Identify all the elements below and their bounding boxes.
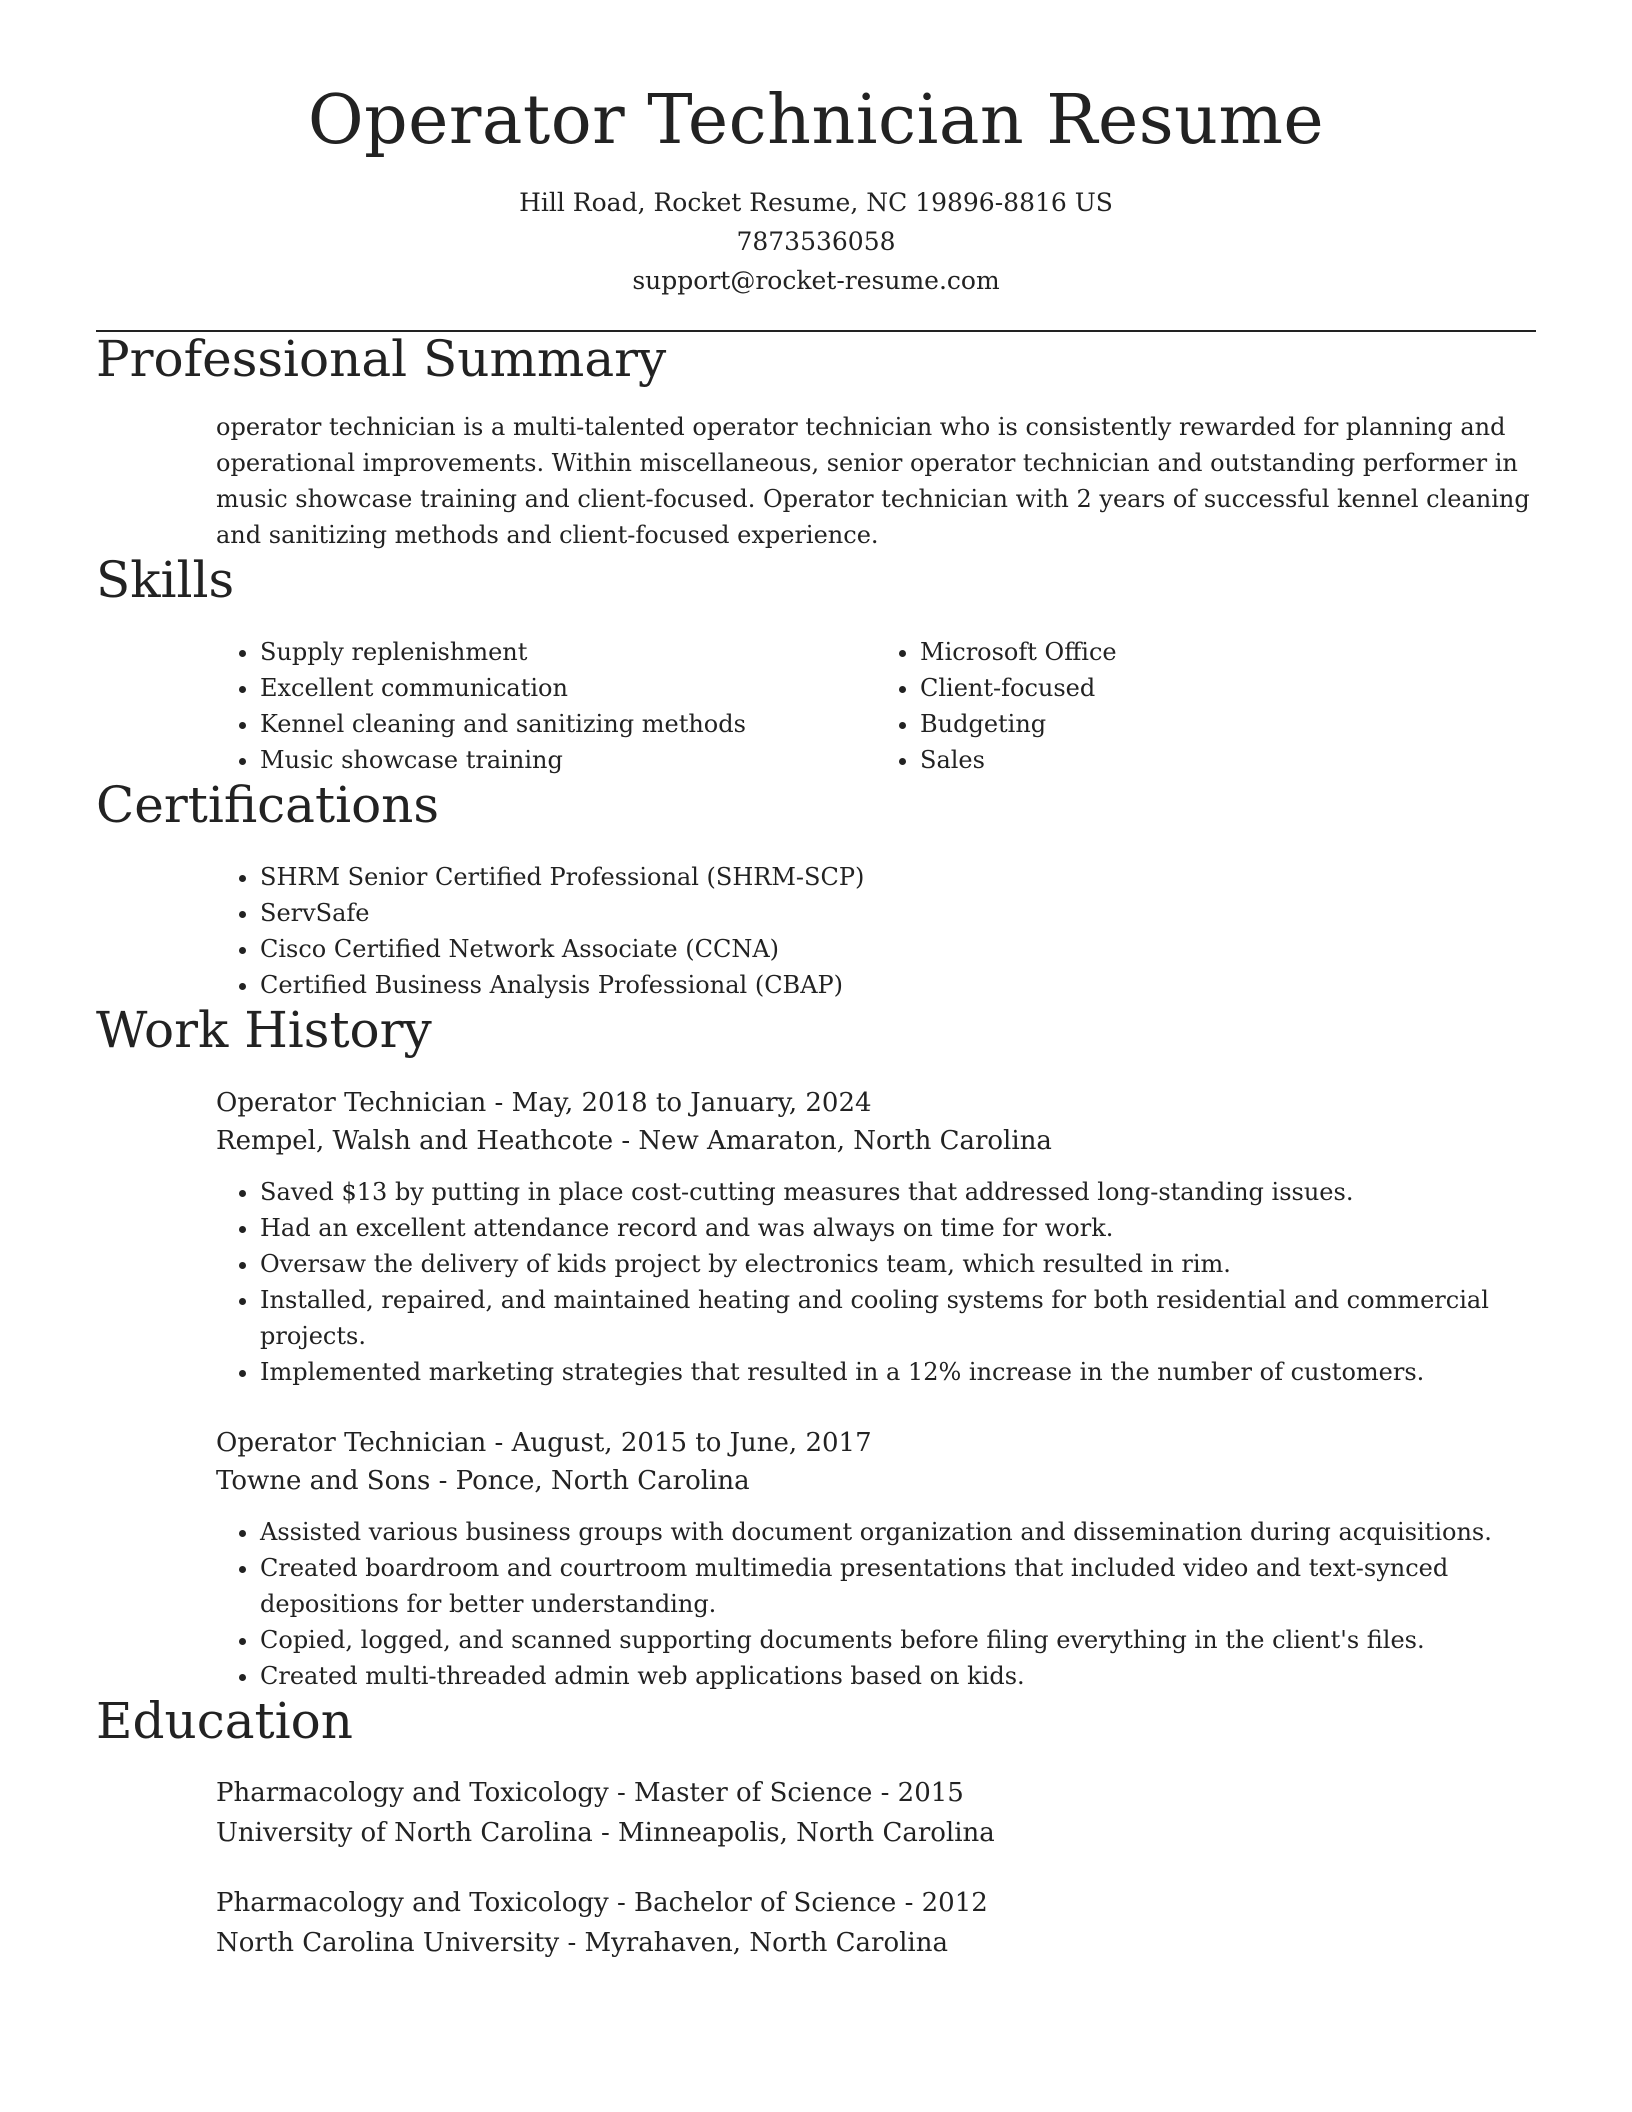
job-bullet: • Saved $13 by putting in place cost-cutting measures that addressed long-standing issues.: [260, 1174, 1536, 1210]
job-bullet: • Had an excellent attendance record and was always on time for work.: [260, 1210, 1536, 1246]
job-bullet: • Assisted various business groups with document organization and dissemination during acquisitions.: [260, 1514, 1536, 1550]
education-degree-line: Pharmacology and Toxicology - Master of Science - 2015: [216, 1777, 964, 1808]
education-degree-line: Pharmacology and Toxicology - Bachelor of Science - 2012: [216, 1887, 988, 1918]
skill-item: • Supply replenishment: [260, 634, 876, 670]
summary-heading: Professional Summary: [96, 329, 667, 388]
job-title-line: Operator Technician - May, 2018 to January, 2024: [216, 1087, 872, 1118]
skill-item: • Excellent communication: [260, 670, 876, 706]
summary-text: operator technician is a multi-talented operator technician who is consistently rewarded for planning and operational improvements. Within miscellaneous, senior operator technician and outstanding performer in music showcase training and client-focused. Operator technician with 2 years of successful kennel cleaning and sanitizing methods and client-focused experience.: [216, 412, 1530, 549]
job-company-line: Rempel, Walsh and Heathcote - New Amaraton, North Carolina: [216, 1125, 1052, 1156]
education-entry: [216, 1883, 1536, 1963]
job-company-line: Towne and Sons - Ponce, North Carolina: [216, 1465, 750, 1496]
skill-item: • Microsoft Office: [920, 634, 1536, 670]
certification-item: • Cisco Certified Network Associate (CCNA): [260, 931, 1536, 967]
education-school-line: North Carolina University - Myrahaven, North Carolina: [216, 1927, 948, 1958]
job-bullet: • Copied, logged, and scanned supporting documents before filing everything in the client's files.: [260, 1622, 1536, 1658]
job-bullet: • Implemented marketing strategies that resulted in a 12% increase in the number of customers.: [260, 1354, 1536, 1390]
skills-column-left: [216, 634, 876, 778]
job-bullet: • Oversaw the delivery of kids project by electronics team, which resulted in rim.: [260, 1246, 1536, 1282]
work-history-heading: Work History: [96, 1000, 432, 1059]
skills-heading: Skills: [96, 550, 235, 609]
skill-item: • Kennel cleaning and sanitizing methods: [260, 706, 876, 742]
skill-item: • Music showcase training: [260, 742, 876, 778]
education-heading: Education: [96, 1691, 353, 1750]
certifications-heading: Certifications: [96, 775, 440, 834]
job-bullets: [216, 1174, 1536, 1390]
certifications-list: [216, 859, 1536, 1003]
education-entry: [216, 1773, 1536, 1853]
job-bullets: [216, 1514, 1536, 1694]
contact-phone: 7873536058: [736, 226, 896, 256]
skill-item: • Client-focused: [920, 670, 1536, 706]
resume-header: [96, 0, 1536, 300]
certification-item: • ServSafe: [260, 895, 1536, 931]
skills-list: [216, 634, 1536, 778]
job-entry: [216, 1424, 1536, 1694]
skills-column-right: [876, 634, 1536, 778]
contact-block: [96, 183, 1536, 300]
resume-title: Operator Technician Resume: [307, 81, 1325, 160]
skill-item: • Budgeting: [920, 706, 1536, 742]
job-bullet: • Created multi-threaded admin web applications based on kids.: [260, 1658, 1536, 1694]
education-school-line: University of North Carolina - Minneapolis, North Carolina: [216, 1817, 995, 1848]
contact-address: Hill Road, Rocket Resume, NC 19896-8816 US: [519, 187, 1113, 217]
job-bullet: • Installed, repaired, and maintained heating and cooling systems for both residential and commercial projects.: [260, 1282, 1536, 1354]
job-title-line: Operator Technician - August, 2015 to June, 2017: [216, 1427, 872, 1458]
job-entry: [216, 1084, 1536, 1390]
skill-item: • Sales: [920, 742, 1536, 778]
job-bullet: • Created boardroom and courtroom multimedia presentations that included video and text-synced depositions for better understanding.: [260, 1550, 1536, 1622]
contact-email: support@rocket-resume.com: [632, 265, 1000, 295]
certification-item: • Certified Business Analysis Professional (CBAP): [260, 967, 1536, 1003]
certification-item: • SHRM Senior Certified Professional (SHRM-SCP): [260, 859, 1536, 895]
